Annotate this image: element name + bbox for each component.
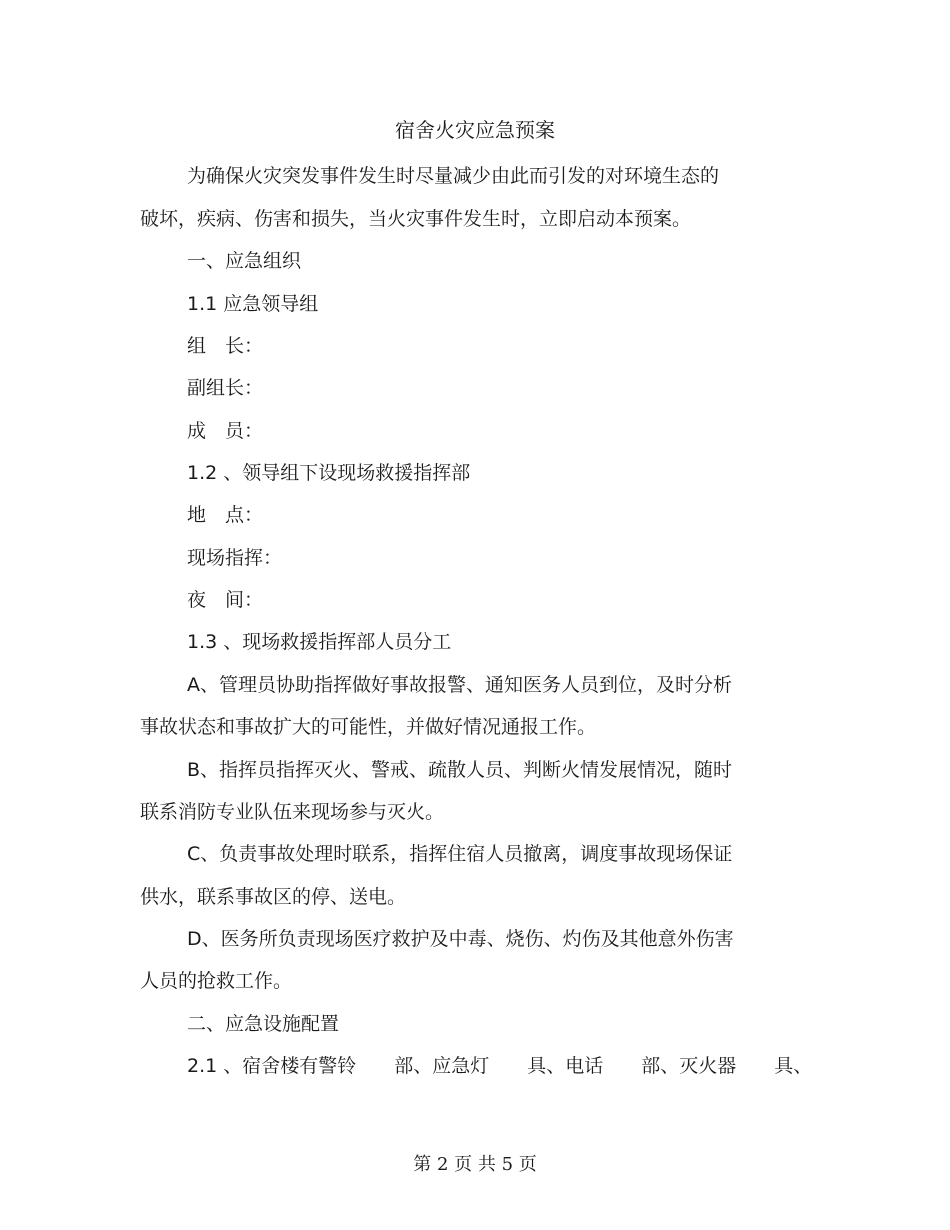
paragraph-line: 破坏，疾病、伤害和损失，当火灾事件发生时，立即启动本预案。 [140, 208, 692, 230]
paragraph-line: 2.1 、宿舍楼有警铃 部、应急灯 具、电话 部、灭火器 具、 [187, 1055, 813, 1077]
section-heading: 二、应急设施配置 [187, 1013, 340, 1035]
paragraph-line: B、指挥员指挥灭火、警戒、疏散人员、判断火情发展情况，随时 [187, 759, 733, 781]
paragraph-line: 事故状态和事故扩大的可能性，并做好情况通报工作。 [140, 716, 597, 738]
subsection-heading: 1.3 、现场救援指挥部人员分工 [187, 631, 452, 653]
paragraph-line: 供水，联系事故区的停、送电。 [140, 886, 407, 908]
subsection-heading: 1.1 应急领导组 [187, 293, 319, 315]
field-label: 组 长： [187, 335, 264, 357]
subsection-heading: 1.2 、领导组下设现场救援指挥部 [187, 462, 471, 484]
document-title: 宿舍火灾应急预案 [395, 118, 555, 142]
paragraph-line: C、负责事故处理时联系，指挥住宿人员撤离，调度事故现场保证 [187, 843, 733, 865]
field-label: 夜 间： [187, 589, 264, 611]
page-number-footer: 第 2 页 共 5 页 [413, 1154, 537, 1175]
field-label: 成 员： [187, 420, 264, 442]
field-label: 现场指挥： [187, 547, 283, 569]
paragraph-line: D、医务所负责现场医疗救护及中毒、烧伤、灼伤及其他意外伤害 [187, 928, 734, 950]
paragraph-line: 人员的抢救工作。 [140, 970, 293, 992]
field-label: 地 点： [187, 504, 264, 526]
section-heading: 一、应急组织 [187, 250, 302, 272]
paragraph-line: 为确保火灾突发事件发生时尽量减少由此而引发的对环境生态的 [187, 165, 720, 187]
field-label: 副组长： [187, 377, 264, 399]
paragraph-line: 联系消防专业队伍来现场参与灭火。 [140, 801, 445, 823]
paragraph-line: A、管理员协助指挥做好事故报警、通知医务人员到位，及时分析 [187, 674, 732, 696]
